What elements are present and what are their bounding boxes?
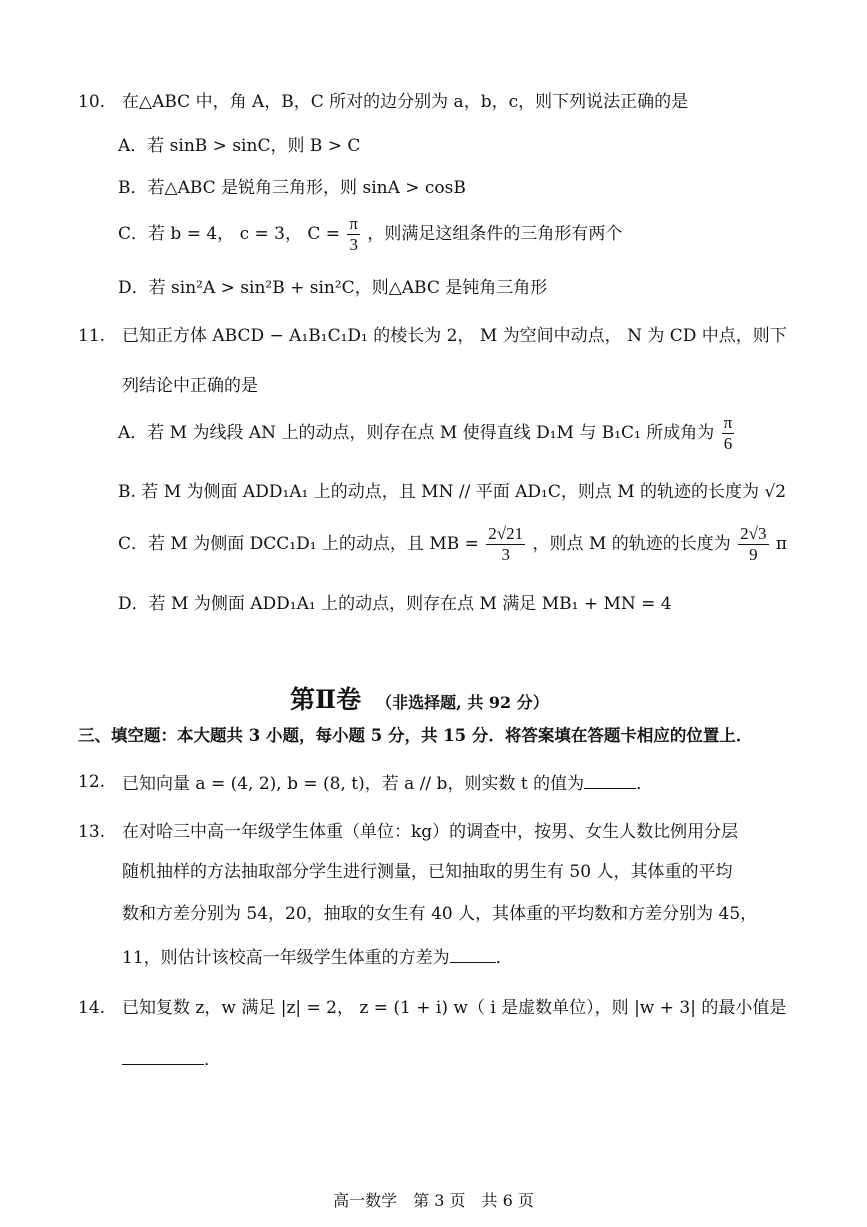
- question-number: 12.: [78, 772, 106, 792]
- question-line-4-wrap: [122, 944, 513, 970]
- option-c-text-end: ，则满足这组条件的三角形有两个: [367, 224, 623, 244]
- option-a: [118, 413, 736, 454]
- section-title-subtitle: （非选择题, 共 92 分）: [376, 693, 549, 712]
- question-line-4: 11，则估计该校高一年级学生体重的方差为: [122, 948, 450, 968]
- option-c: [118, 524, 787, 565]
- question-line-2: 随机抽样的方法抽取部分学生进行测量，已知抽取的男生有 50 人，其体重的平均: [122, 862, 733, 882]
- fraction-mb-value: [486, 524, 525, 565]
- question-number: 13.: [78, 822, 106, 842]
- fraction-pi-over-6: [722, 413, 735, 454]
- question-line-1: 在对哈三中高一年级学生体重（单位：kg）的调查中，按男、女生人数比例用分层: [122, 822, 739, 842]
- option-d: D．若 M 为侧面 ADD₁A₁ 上的动点，则存在点 M 满足 MB₁ + MN = 4: [118, 594, 672, 614]
- fraction-denominator: 6: [723, 434, 733, 453]
- option-d: D．若 sin²A > sin²B + sin²C，则△ABC 是钝角三角形: [118, 278, 548, 298]
- option-c-text: C．若 M 为侧面 DCC₁D₁ 上的动点，且 MB =: [118, 534, 479, 554]
- fraction-denominator: 3: [501, 545, 510, 564]
- fraction-denominator: 3: [349, 235, 358, 254]
- option-c: [118, 214, 622, 255]
- question-end: ．: [495, 948, 513, 968]
- question-stem-line-2: 列结论中正确的是: [122, 376, 258, 396]
- fraction-pi-over-3: [347, 214, 360, 255]
- section-2-title: [290, 680, 549, 716]
- question-text: 已知复数 z，w 满足 |z| = 2， z = (1 + i) w（ i 是虚数单位），则 |w + 3| 的最小值是: [122, 998, 787, 1018]
- question-end: ．: [636, 774, 654, 794]
- page-footer: 高一数学 第 3 页 共 6 页: [333, 1191, 534, 1210]
- question-line-3: 数和方差分别为 54，20，抽取的女生有 40 人，其体重的平均数和方差分别为 45，: [122, 904, 758, 924]
- question-stem: 在△ABC 中，角 A，B，C 所对的边分别为 a，b，c，则下列说法正确的是: [122, 92, 689, 112]
- option-b: B．若△ABC 是锐角三角形，则 sinA > cosB: [118, 178, 466, 198]
- question-14-answer-line: [122, 1046, 221, 1072]
- answer-blank[interactable]: [584, 770, 636, 789]
- section-title-main: 第Ⅱ卷: [290, 685, 362, 714]
- fraction-numerator: 2√3: [740, 524, 767, 543]
- option-c-text-mid: ，则点 M 的轨迹的长度为: [532, 534, 731, 554]
- fraction-numerator: π: [349, 214, 359, 233]
- question-text: 已知向量 a = (4, 2), b = (8, t)，若 a // b，则实数 t 的值为: [122, 774, 585, 794]
- question-number: 14.: [78, 998, 106, 1018]
- question-12-body: [122, 770, 653, 796]
- question-number: 11.: [78, 326, 106, 346]
- question-number: 10.: [78, 92, 106, 112]
- question-end: ．: [204, 1050, 221, 1070]
- answer-blank[interactable]: [450, 944, 496, 963]
- fraction-length-value: [738, 524, 768, 565]
- option-b: B. 若 M 为侧面 ADD₁A₁ 上的动点，且 MN // 平面 AD₁C，则点 M 的轨迹的长度为 √2: [118, 482, 787, 502]
- question-stem-line-1: 已知正方体 ABCD − A₁B₁C₁D₁ 的棱长为 2， M 为空间中动点， N 为 CD 中点，则下: [122, 326, 787, 346]
- part-3-heading: 三、填空题：本大题共 3 小题，每小题 5 分，共 15 分．将答案填在答题卡相应的位置上．: [78, 726, 753, 745]
- option-a: A．若 sinB > sinC，则 B > C: [118, 136, 361, 156]
- answer-blank[interactable]: [122, 1046, 204, 1065]
- fraction-numerator: π: [723, 413, 733, 432]
- option-a-text: A．若 M 为线段 AN 上的动点，则存在点 M 使得直线 D₁M 与 B₁C₁ 所成角为: [118, 423, 715, 443]
- option-c-pi: π: [775, 534, 788, 554]
- fraction-numerator: 2√21: [488, 524, 524, 543]
- option-c-text: C．若 b = 4， c = 3， C =: [118, 224, 341, 244]
- fraction-denominator: 9: [749, 545, 758, 564]
